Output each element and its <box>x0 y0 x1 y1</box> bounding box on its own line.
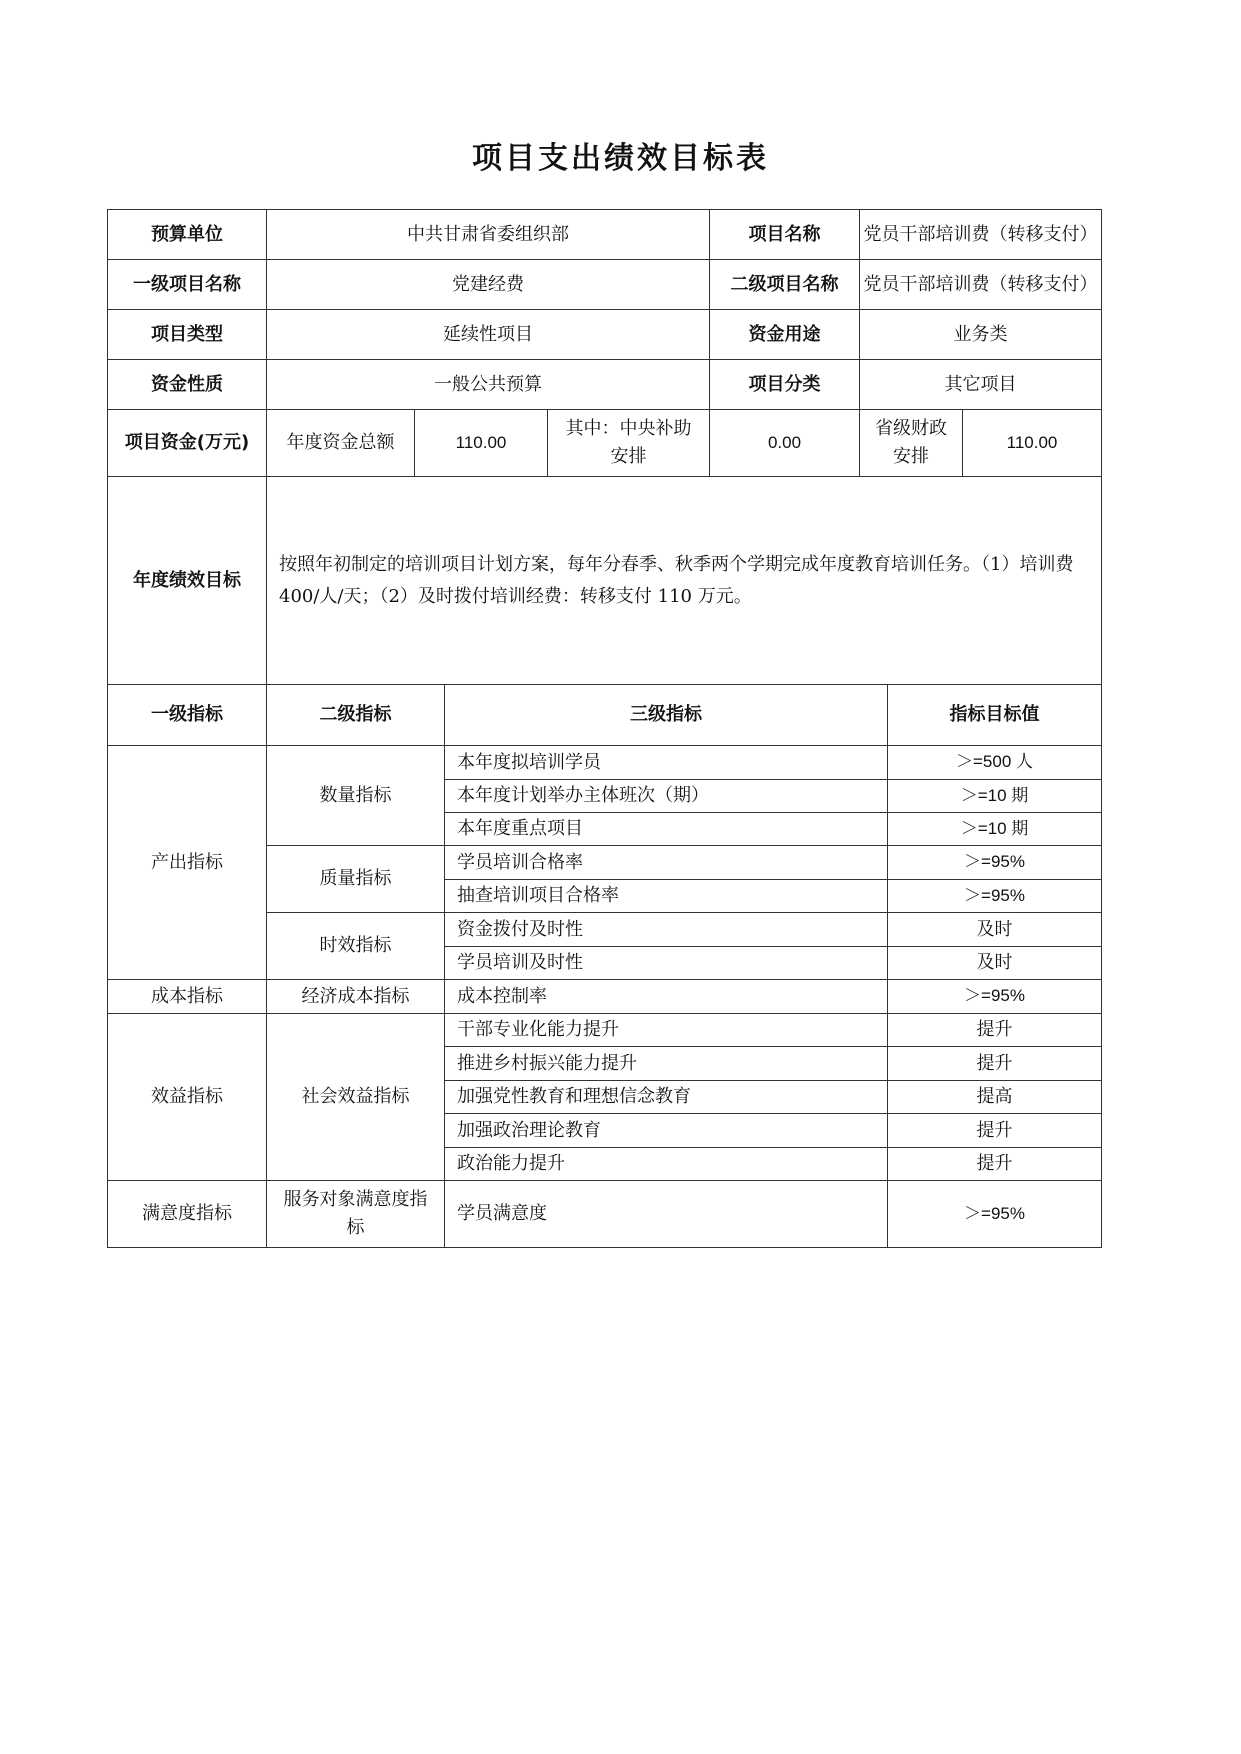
indicator-name: 本年度计划举办主体班次（期） <box>445 780 888 813</box>
table-row <box>108 1181 1102 1248</box>
group-cost: 成本指标 <box>108 980 267 1014</box>
level1-name-label: 一级项目名称 <box>108 260 267 310</box>
table-row <box>108 746 1102 780</box>
indicator-value: 及时 <box>888 947 1102 980</box>
project-info-table <box>107 209 1102 685</box>
page-title: 项目支出绩效目标表 <box>472 141 769 176</box>
indicator-value: 提升 <box>888 1114 1102 1148</box>
project-type-label: 项目类型 <box>108 310 267 360</box>
project-type-value: 延续性项目 <box>267 310 710 360</box>
indicator-value: ＞=95% <box>888 846 1102 880</box>
project-class-label: 项目分类 <box>710 360 860 410</box>
funds-row <box>108 410 1102 477</box>
level1-name-value: 党建经费 <box>267 260 710 310</box>
annual-goal-label: 年度绩效目标 <box>108 477 267 685</box>
fund-use-value: 业务类 <box>860 310 1102 360</box>
info-row <box>108 360 1102 410</box>
central-subsidy-value: 0.00 <box>710 410 860 477</box>
indicator-value: ＞=500 人 <box>888 746 1102 780</box>
group-economic-cost: 经济成本指标 <box>267 980 445 1014</box>
header-target: 指标目标值 <box>888 685 1102 746</box>
indicator-name: 学员培训合格率 <box>445 846 888 880</box>
annual-goal-text: 按照年初制定的培训项目计划方案，每年分春季、秋季两个学期完成年度教育培训任务。（1）培训费 400/人/天；（2）及时拨付培训经费：转移支付 110 万元。 <box>267 477 1102 685</box>
indicator-name: 学员满意度 <box>445 1181 888 1248</box>
table-row <box>108 980 1102 1014</box>
budget-unit-label: 预算单位 <box>108 210 267 260</box>
info-row <box>108 260 1102 310</box>
province-funds-value: 110.00 <box>963 410 1102 477</box>
indicator-name: 本年度重点项目 <box>445 813 888 846</box>
indicator-name: 资金拨付及时性 <box>445 913 888 947</box>
indicator-table <box>107 684 1102 1248</box>
indicator-value: 提高 <box>888 1081 1102 1114</box>
group-satisfaction: 满意度指标 <box>108 1181 267 1248</box>
fund-nature-value: 一般公共预算 <box>267 360 710 410</box>
indicator-name: 学员培训及时性 <box>445 947 888 980</box>
header-level3: 三级指标 <box>445 685 888 746</box>
indicator-name: 成本控制率 <box>445 980 888 1014</box>
project-name-value: 党员干部培训费（转移支付） <box>860 210 1102 260</box>
group-quality: 质量指标 <box>267 846 445 913</box>
project-name-label: 项目名称 <box>710 210 860 260</box>
indicator-name: 加强政治理论教育 <box>445 1114 888 1148</box>
funds-label: 项目资金(万元) <box>108 410 267 477</box>
indicator-value: 提升 <box>888 1148 1102 1181</box>
goal-row <box>108 477 1102 685</box>
header-level1: 一级指标 <box>108 685 267 746</box>
indicator-name: 加强党性教育和理想信念教育 <box>445 1081 888 1114</box>
indicator-value: 提升 <box>888 1014 1102 1047</box>
indicator-name: 政治能力提升 <box>445 1148 888 1181</box>
indicator-value: 及时 <box>888 913 1102 947</box>
province-funds-label: 省级财政 安排 <box>860 410 963 477</box>
indicator-value: ＞=95% <box>888 980 1102 1014</box>
indicator-name: 干部专业化能力提升 <box>445 1014 888 1047</box>
indicator-name: 推进乡村振兴能力提升 <box>445 1047 888 1081</box>
group-timeliness: 时效指标 <box>267 913 445 980</box>
info-row <box>108 210 1102 260</box>
total-funds-label: 年度资金总额 <box>267 410 415 477</box>
fund-use-label: 资金用途 <box>710 310 860 360</box>
indicator-header-row <box>108 685 1102 746</box>
project-class-value: 其它项目 <box>860 360 1102 410</box>
indicator-value: 提升 <box>888 1047 1102 1081</box>
indicator-value: ＞=95% <box>888 1181 1102 1248</box>
group-benefit: 效益指标 <box>108 1014 267 1181</box>
level2-name-label: 二级项目名称 <box>710 260 860 310</box>
header-level2: 二级指标 <box>267 685 445 746</box>
group-output: 产出指标 <box>108 746 267 980</box>
indicator-value: ＞=10 期 <box>888 813 1102 846</box>
level2-name-value: 党员干部培训费（转移支付） <box>860 260 1102 310</box>
indicator-name: 本年度拟培训学员 <box>445 746 888 780</box>
group-service-satisfaction: 服务对象满意度指 标 <box>267 1181 445 1248</box>
table-row <box>108 1014 1102 1047</box>
budget-unit-value: 中共甘肃省委组织部 <box>267 210 710 260</box>
central-subsidy-label: 其中：中央补助 安排 <box>548 410 710 477</box>
fund-nature-label: 资金性质 <box>108 360 267 410</box>
group-social-benefit: 社会效益指标 <box>267 1014 445 1181</box>
info-row <box>108 310 1102 360</box>
group-quantity: 数量指标 <box>267 746 445 846</box>
indicator-name: 抽查培训项目合格率 <box>445 880 888 913</box>
indicator-value: ＞=95% <box>888 880 1102 913</box>
total-funds-value: 110.00 <box>415 410 548 477</box>
indicator-value: ＞=10 期 <box>888 780 1102 813</box>
